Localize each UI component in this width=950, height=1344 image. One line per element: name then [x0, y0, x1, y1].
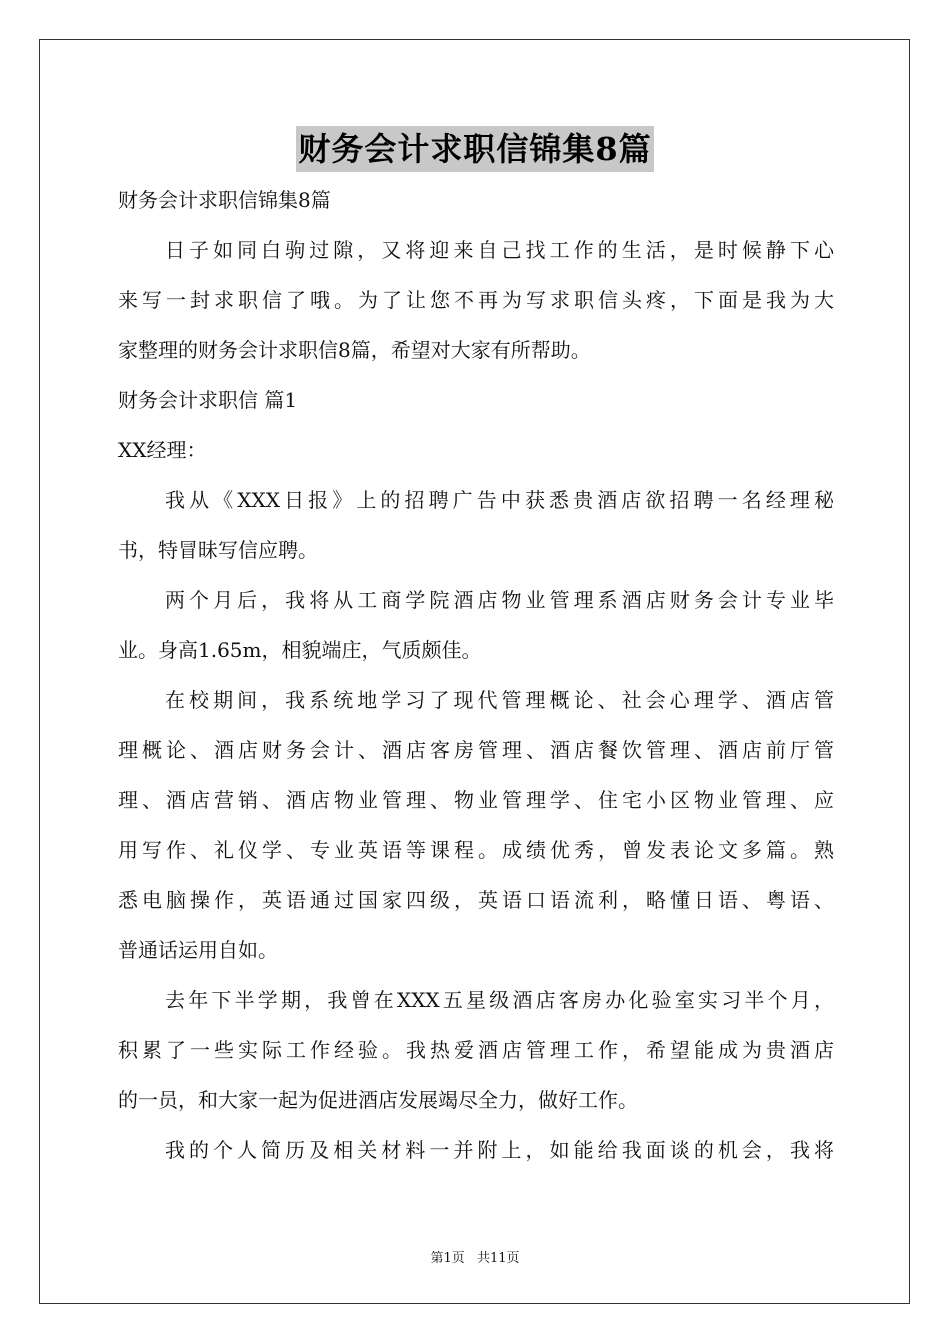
text-line: 理概论、酒店财务会计、酒店客房管理、酒店餐饮管理、酒店前厅管 — [118, 738, 834, 762]
text-line: 悉电脑操作，英语通过国家四级，英语口语流利，略懂日语、粤语、 — [118, 888, 834, 912]
text-line: XX经理： — [118, 438, 207, 462]
text-line: 日子如同白驹过隙，又将迎来自己找工作的生活，是时候静下心 — [165, 238, 834, 262]
text-line: 用写作、礼仪学、专业英语等课程。成绩优秀，曾发表论文多篇。熟 — [118, 838, 834, 862]
text-line: 理、酒店营销、酒店物业管理、物业管理学、住宅小区物业管理、应 — [118, 788, 834, 812]
text-line: 普通话运用自如。 — [118, 938, 278, 962]
text-line: 我的个人简历及相关材料一并附上，如能给我面谈的机会，我将 — [165, 1138, 834, 1162]
text-line: 家整理的财务会计求职信8篇，希望对大家有所帮助。 — [118, 338, 591, 362]
title-container — [0, 126, 950, 172]
text-line: 业。身高1.65m，相貌端庄，气质颇佳。 — [118, 638, 482, 662]
text-line: 财务会计求职信锦集8篇 — [118, 188, 331, 212]
page-footer — [0, 1247, 950, 1266]
text-line: 我从《XXX日报》上的招聘广告中获悉贵酒店欲招聘一名经理秘 — [165, 488, 834, 512]
text-line: 财务会计求职信 篇1 — [118, 388, 298, 412]
text-line: 积累了一些实际工作经验。我热爱酒店管理工作，希望能成为贵酒店 — [118, 1038, 834, 1062]
text-line: 书，特冒昧写信应聘。 — [118, 538, 318, 562]
document-title: 财务会计求职信锦集8篇 — [296, 126, 653, 172]
document-body — [118, 175, 834, 1175]
page-number: 第1页 — [430, 1251, 465, 1266]
text-line: 去年下半学期，我曾在XXX五星级酒店客房办化验室实习半个月， — [165, 988, 834, 1012]
text-line: 两个月后，我将从工商学院酒店物业管理系酒店财务会计专业毕 — [165, 588, 834, 612]
text-line: 的一员，和大家一起为促进酒店发展竭尽全力，做好工作。 — [118, 1088, 638, 1112]
text-line: 来写一封求职信了哦。为了让您不再为写求职信头疼，下面是我为大 — [118, 288, 834, 312]
text-line: 在校期间，我系统地学习了现代管理概论、社会心理学、酒店管 — [165, 688, 834, 712]
page-total: 共11页 — [476, 1251, 520, 1266]
